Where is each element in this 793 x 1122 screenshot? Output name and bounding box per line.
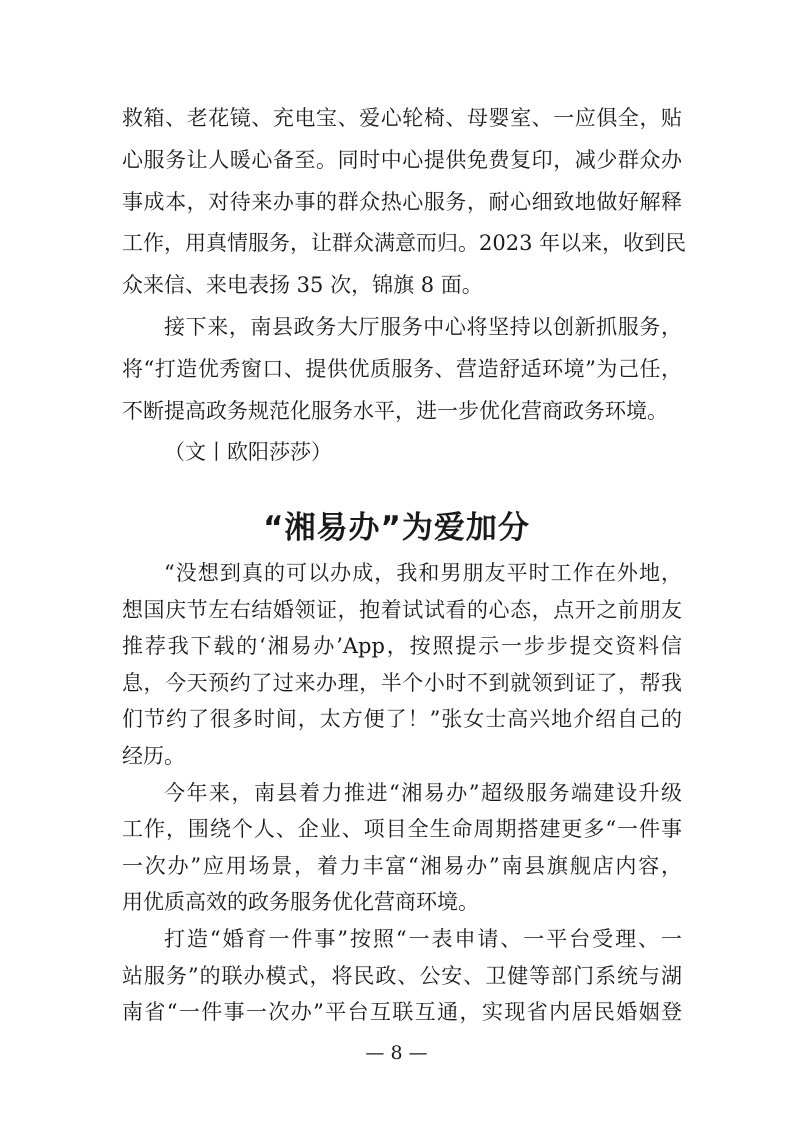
paragraph-line: 工作，围绕个人、企业、项目全生命周期搭建更多“一件事 [122, 817, 682, 841]
paragraph-line: 今年来，南县着力推进“湘易办”超级服务端建设升级 [164, 781, 682, 805]
paragraph-line: “没想到真的可以办成，我和男朋友平时工作在外地， [164, 561, 682, 585]
paragraph-line: 用优质高效的政务服务优化营商环境。 [122, 890, 479, 914]
paragraph-line: 息，今天预约了过来办理，半个小时不到就领到证了，帮我 [122, 671, 682, 695]
paragraph-line: 救箱、老花镜、充电宝、爱心轮椅、母婴室、一应俱全，贴 [122, 106, 682, 130]
paragraph-line: 接下来，南县政务大厅服务中心将坚持以创新抓服务， [164, 315, 682, 339]
paragraph-line: 打造“婚育一件事”按照“一表申请、一平台受理、一 [164, 927, 682, 951]
paragraph-line: 众来信、来电表扬 35 次，锦旗 8 面。 [122, 273, 483, 297]
paragraph-line: 将“打造优秀窗口、提供优质服务、营造舒适环境”为己任， [122, 357, 682, 381]
article-title: “湘易办”为爱加分 [263, 510, 530, 546]
paragraph-line: 工作，用真情服务，让群众满意而归。2023 年以来，收到民 [122, 231, 687, 255]
paragraph-line: 事成本，对待来办事的群众热心服务，耐心细致地做好解释 [122, 190, 682, 214]
paragraph-line: 站服务”的联办模式，将民政、公安、卫健等部门系统与湖 [122, 964, 682, 988]
paragraph-line: 南省“一件事一次办”平台互联互通，实现省内居民婚姻登 [122, 1000, 682, 1024]
paragraph-line: 推荐我下载的‘湘易办’App，按照提示一步步提交资料信 [122, 634, 682, 658]
paragraph-line: 不断提高政务规范化服务水平，进一步优化营商政务环境。 [122, 399, 668, 423]
paragraph-line: 一次办”应用场景，着力丰富“湘易办”南县旗舰店内容， [122, 854, 682, 878]
paragraph-line: 们节约了很多时间，太方便了！”张女士高兴地介绍自己的 [122, 707, 682, 731]
paragraph-line: 心服务让人暖心备至。同时中心提供免费复印，减少群众办 [122, 148, 682, 172]
page-number: — 8 — [365, 1042, 428, 1064]
author-credit: （文丨欧阳莎莎） [164, 440, 332, 464]
paragraph-line: 经历。 [122, 744, 185, 768]
paragraph-line: 想国庆节左右结婚领证，抱着试试看的心态，点开之前朋友 [122, 598, 682, 622]
